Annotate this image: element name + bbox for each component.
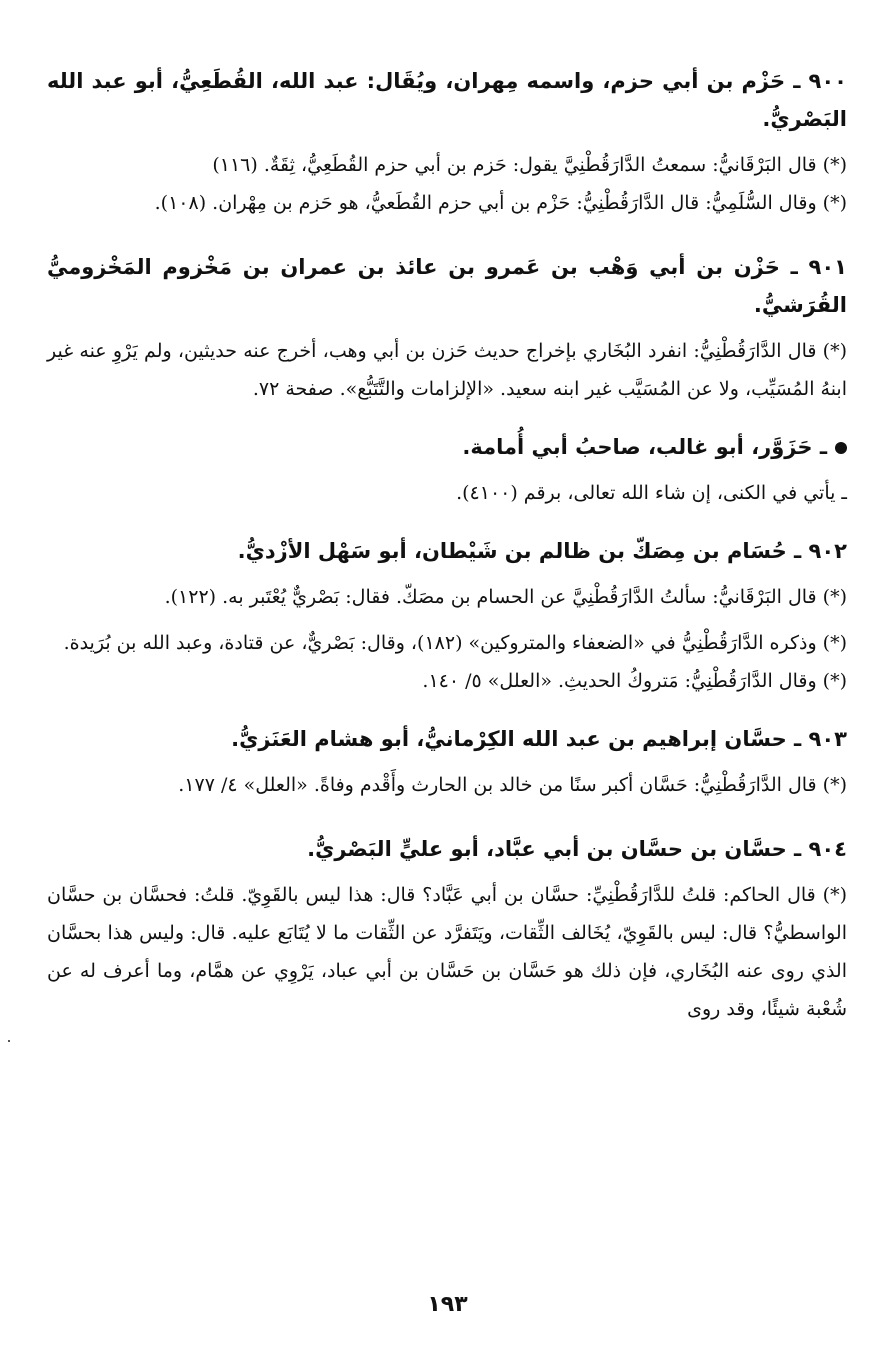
entry-paragraph: ـ يأتي في الكنى، إن شاء الله تعالى، برقم (٤١٠٠). [456,482,847,504]
entry-904 [47,830,847,1028]
entry-paragraph: (*) قال الدَّارَقُطْنِيُّ: حَسَّان أكبر سنًا من خالد بن الحارث وأَقْدم وفاةً. «العلل» ٤/ ١٧٧. [178,774,847,796]
bullet-icon [835,442,847,454]
entry-heading: ٩٠٠ ـ حَزْم بن أبي حزم، واسمه مِهران، ويُقَال: عبد الله، القُطَعِيُّ، أبو عبد الله البَصْريُّ. [47,69,847,131]
entry-heading: ـ حَزَوَّر، أبو غالب، صاحبُ أبي أُمامة. [462,435,827,459]
entry-paragraph: (*) وذكره الدَّارَقُطْنِيُّ في «الضعفاء والمتروكين» (١٨٢)، وقال: بَصْريٌّ، عن قتادة، وعبد الله بن بُرَيدة. [63,632,847,654]
scan-speck [8,1040,10,1042]
page-number: ١٩٣ [427,1292,468,1317]
entry-900 [47,62,847,222]
cross-reference-entry [47,428,847,512]
document-page [47,62,847,1028]
entry-903 [47,720,847,804]
entry-paragraph: (*) قال البَرْقَانيُّ: سمعتُ الدَّارَقُطْنِيَّ يقول: حَزم بن أبي حزم القُطَعِيُّ، ثِقَةٌ. (١١٦) [212,154,847,176]
entry-901 [47,248,847,408]
entry-paragraph: (*) قال الحاكم: قلتُ للدَّارَقُطْنِيِّ: حسَّان بن أبي عَبَّاد؟ قال: هذا ليس بالقَوِيّ. قلتُ: فحسَّان بن حسَّان الواسطيُّ؟ قال: ليس بالقَوِيّ، يُخَالف الثِّقات، ويَتَفرَّد عن الثِّقات ما لا يُتَابَع عليه. قال: وليس هذا بحسَّان الذي روى عنه البُخَاري، فإن ذلك هو حَسَّان بن حَسَّان بن أبي عباد، يَرْوِي عن همَّام، وما أعرف له عن شُعْبة شيئًا، وقد روى [47,884,847,1020]
entry-paragraph: (*) وقال السُّلَمِيُّ: قال الدَّارَقُطْنِيُّ: حَزْم بن أبي حزم القُطَعيُّ، هو حَزم بن مِهْران. (١٠٨). [154,192,847,214]
entry-paragraph: (*) قال الدَّارَقُطْنِيُّ: انفرد البُخَاري بإخراج حديث حَزن بن أبي وهب، أخرج عنه حديثين، ولم يَرْوِ عنه غير ابنهُ المُسَيِّب، ولا عن المُسَيَّب غير ابنه سعيد. «الإلزامات والتَّتَبُّع». صفحة ٧٢. [47,340,847,400]
entry-heading: ٩٠١ ـ حَزْن بن أبي وَهْب بن عَمرو بن عائذ بن عمران بن مَخْزوم المَخْزوميُّ القُرَشيُّ. [47,255,847,317]
entry-heading: ٩٠٢ ـ حُسَام بن مِصَكّ بن ظالم بن شَيْطان، أبو سَهْل الأزْديُّ. [237,539,847,563]
entry-902 [47,532,847,700]
entry-paragraph: (*) قال البَرْقَانيُّ: سألتُ الدَّارَقُطْنِيَّ عن الحسام بن مصَكّ. فقال: بَصْريٌّ يُعْتَبر به. (١٢٢). [164,586,847,608]
entry-heading: ٩٠٣ ـ حسَّان إبراهيم بن عبد الله الكِرْمانيُّ، أبو هشام العَنَزيُّ. [231,727,847,751]
entry-heading: ٩٠٤ ـ حسَّان بن حسَّان بن أبي عبَّاد، أبو عليٍّ البَصْريُّ. [307,837,847,861]
entry-paragraph: (*) وقال الدَّارَقُطْنِيُّ: مَتروكُ الحديثِ. «العلل» ٥/ ١٤٠. [422,670,847,692]
